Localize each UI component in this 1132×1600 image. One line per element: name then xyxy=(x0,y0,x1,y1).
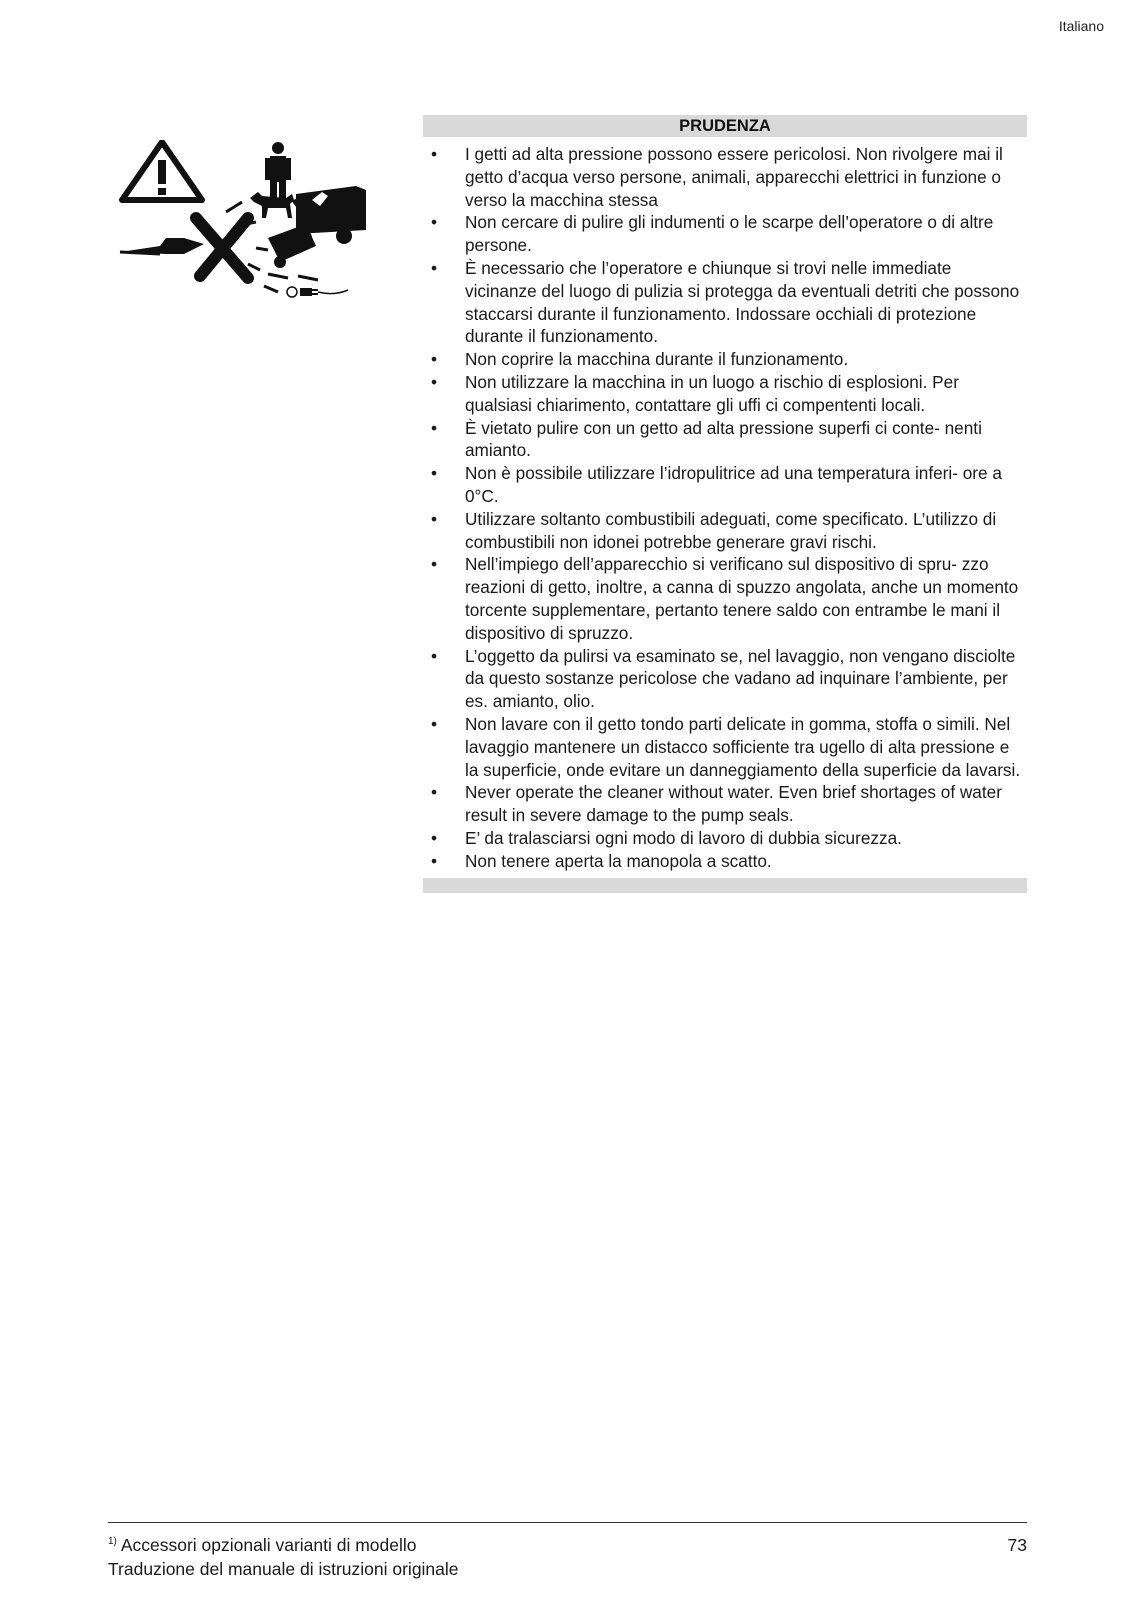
warning-item-text: Non cercare di pulire gli indumenti o le scarpe dell’operatore o di altre persone. xyxy=(465,212,994,256)
bullet-point: • xyxy=(431,349,438,370)
warning-item xyxy=(423,462,1027,508)
warning-item-text: Non tenere aperta la manopola a scatto. xyxy=(465,850,772,871)
bullet-point: • xyxy=(431,782,438,803)
warning-item xyxy=(423,827,1027,850)
warning-title: PRUDENZA xyxy=(423,115,1027,137)
warning-item xyxy=(423,713,1027,781)
bullet-point: • xyxy=(431,144,438,164)
warning-item xyxy=(423,417,1027,463)
safety-pictogram xyxy=(118,140,368,310)
warning-item-text: L’oggetto da pulirsi va esaminato se, nel lavaggio, non vengano disciolte da questo sostanze pericolose che vadano ad inquinare l’ambiente, per es. amianto, olio. xyxy=(465,645,1016,712)
warning-item xyxy=(423,850,1027,873)
warning-illustration-icon xyxy=(118,140,368,310)
bullet-point: • xyxy=(431,645,438,666)
bullet-point: • xyxy=(431,371,438,392)
bullet-point: • xyxy=(431,257,438,278)
warning-item-text: È necessario che l’operatore e chiunque si trovi nelle immediate vicinanze del luogo di pulizia si protegga da eventuali detriti che possono staccarsi durante il funzionamento. Indossare occhiali di protezione durante il funzionamento. xyxy=(465,257,1020,347)
warning-item xyxy=(423,348,1027,371)
warning-item xyxy=(423,508,1027,554)
footnote-text: Accessori opzionali varianti di modello xyxy=(120,1535,417,1555)
footnote xyxy=(108,1535,417,1556)
warning-footer-bar xyxy=(423,878,1027,893)
warning-box xyxy=(423,115,1027,893)
warning-item-text: Non coprire la macchina durante il funzionamento. xyxy=(465,349,849,370)
bullet-point: • xyxy=(431,417,438,438)
warning-item-text: Nell’impiego dell’apparecchio si verificano sul dispositivo di spru- zzo reazioni di getto, inoltre, a canna di spuzzo angolata, anche un momento torcente supplementare, pertanto tenere saldo con entrambe le mani il dispositivo di spruzzo. xyxy=(465,554,1019,643)
warning-item-text: E’ da tralasciarsi ogni modo di lavoro di dubbia sicurezza. xyxy=(465,827,902,848)
bullet-point: • xyxy=(431,212,438,233)
warning-item xyxy=(423,211,1027,257)
warning-item-text: È vietato pulire con un getto ad alta pressione superfi ci conte- nenti amianto. xyxy=(465,417,982,461)
bullet-point: • xyxy=(431,850,438,871)
warning-item xyxy=(423,645,1027,713)
warning-item-text: Non è possibile utilizzare l’idropulitrice ad una temperatura inferi- ore a 0°C. xyxy=(465,463,1002,506)
warning-item-text: Utilizzare soltanto combustibili adeguati, come specificato. L’utilizzo di combustibili non idonei potrebbe generare gravi rischi. xyxy=(465,508,997,552)
warning-item xyxy=(423,257,1027,348)
page-number: 73 xyxy=(1007,1535,1027,1555)
bullet-point: • xyxy=(431,508,438,529)
bullet-point: • xyxy=(431,827,438,848)
warning-item xyxy=(423,553,1027,644)
bullet-point: • xyxy=(431,713,438,734)
bullet-point: • xyxy=(431,463,438,484)
warning-item-text: Non utilizzare la macchina in un luogo a rischio di esplosioni. Per qualsiasi chiarimento, contattare gli uffi ci compententi locali. xyxy=(465,371,959,415)
language-label: Italiano xyxy=(1058,18,1104,34)
warning-item-text: Non lavare con il getto tondo parti delicate in gomma, stoffa o simili. Nel lavaggio mantenere un distacco sofficiente tra ugello di alta pressione e la superficie, onde evitare un danneggiamento della superficie da lavarsi. xyxy=(465,713,1021,780)
footnote-mark: 1) xyxy=(108,1536,117,1548)
warning-item-text: I getti ad alta pressione possono essere pericolosi. Non rivolgere mai il getto d’acqua verso persone, animali, apparecchi elettrici in funzione o verso la macchina stessa xyxy=(465,144,1003,210)
warning-list xyxy=(423,137,1027,873)
warning-item xyxy=(423,143,1027,211)
bullet-point: • xyxy=(431,554,438,575)
warning-item xyxy=(423,781,1027,827)
warning-item xyxy=(423,371,1027,417)
footer-divider xyxy=(108,1522,1027,1523)
warning-item-text: Never operate the cleaner without water. Even brief shortages of water result in severe damage to the pump seals. xyxy=(465,782,1002,826)
manual-subtitle: Traduzione del manuale di istruzioni originale xyxy=(108,1559,459,1579)
